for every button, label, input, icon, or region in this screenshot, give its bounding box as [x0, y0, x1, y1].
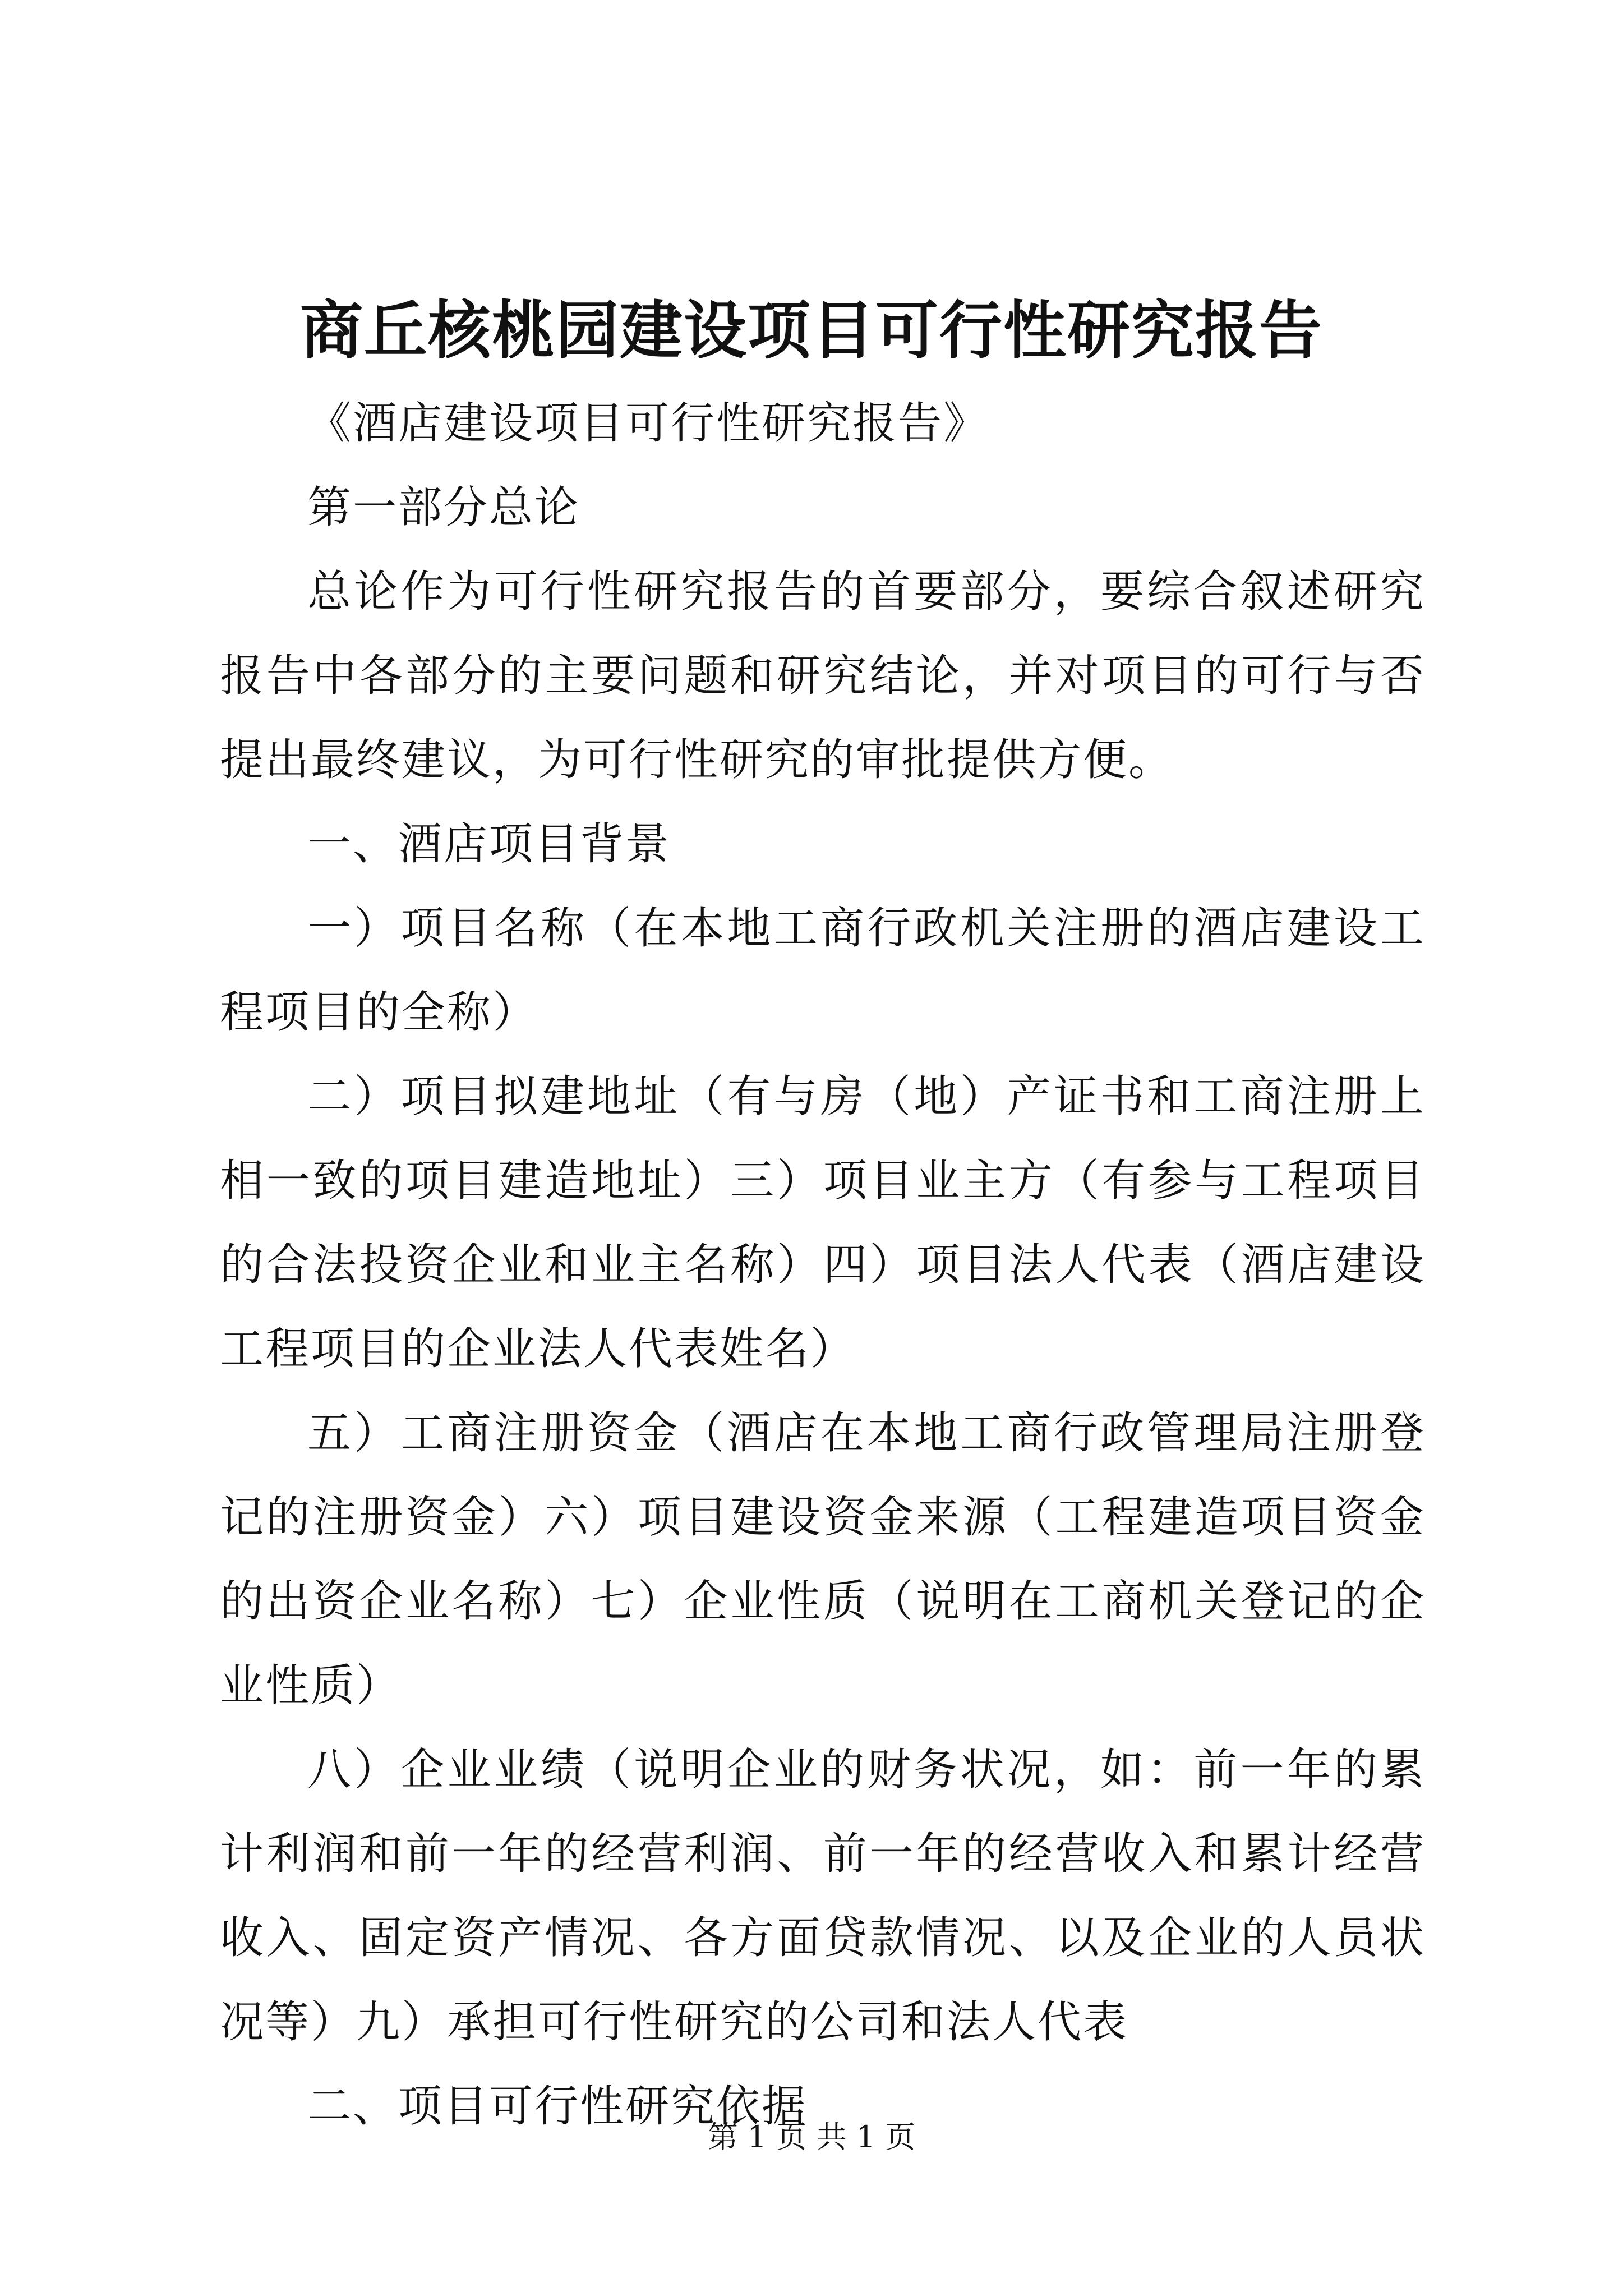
section-heading-basis: 二、项目可行性研究依据 — [307, 2081, 808, 2132]
paragraph-project-address: 二）项目拟建地址（有与房（地）产证书和工商注册上相一致的项目建造地址）三）项目业主方（有参与工程项目的合法投资企业和业主名称）四）项目法人代表（酒店建设工程项目的企业法人代表姓名） — [220, 1071, 1426, 1374]
section-heading-background: 一、酒店项目背景 — [307, 819, 671, 869]
paragraph-registered-capital: 五）工商注册资金（酒店在本地工商行政管理局注册登记的注册资金）六）项目建设资金来源（工程建造项目资金的出资企业名称）七）企业性质（说明在工商机关登记的企业性质） — [220, 1408, 1426, 1711]
paragraph-performance: 八）企业业绩（说明企业的财务状况，如：前一年的累计利润和前一年的经营利润、前一年的经营收入和累计经营收入、固定资产情况、各方面贷款情况、以及企业的人员状况等）九）承担可行性研究的公司和法人代表 — [220, 1745, 1426, 2047]
paragraph-subtitle: 《酒店建设项目可行性研究报告》 — [307, 398, 989, 449]
paragraph-intro: 总论作为可行性研究报告的首要部分，要综合叙述研究报告中各部分的主要问题和研究结论，并对项目的可行与否提出最终建议，为可行性研究的审批提供方便。 — [220, 567, 1426, 785]
paragraph-project-name: 一）项目名称（在本地工商行政机关注册的酒店建设工程项目的全称） — [220, 903, 1426, 1038]
document-body — [220, 381, 1426, 2148]
document-title: 商丘核桃园建设项目可行性研究报告 — [300, 294, 1323, 367]
paragraph-part-heading: 第一部分总论 — [307, 482, 580, 533]
page-footer: 第 1 页 共 1 页 — [707, 2119, 916, 2155]
